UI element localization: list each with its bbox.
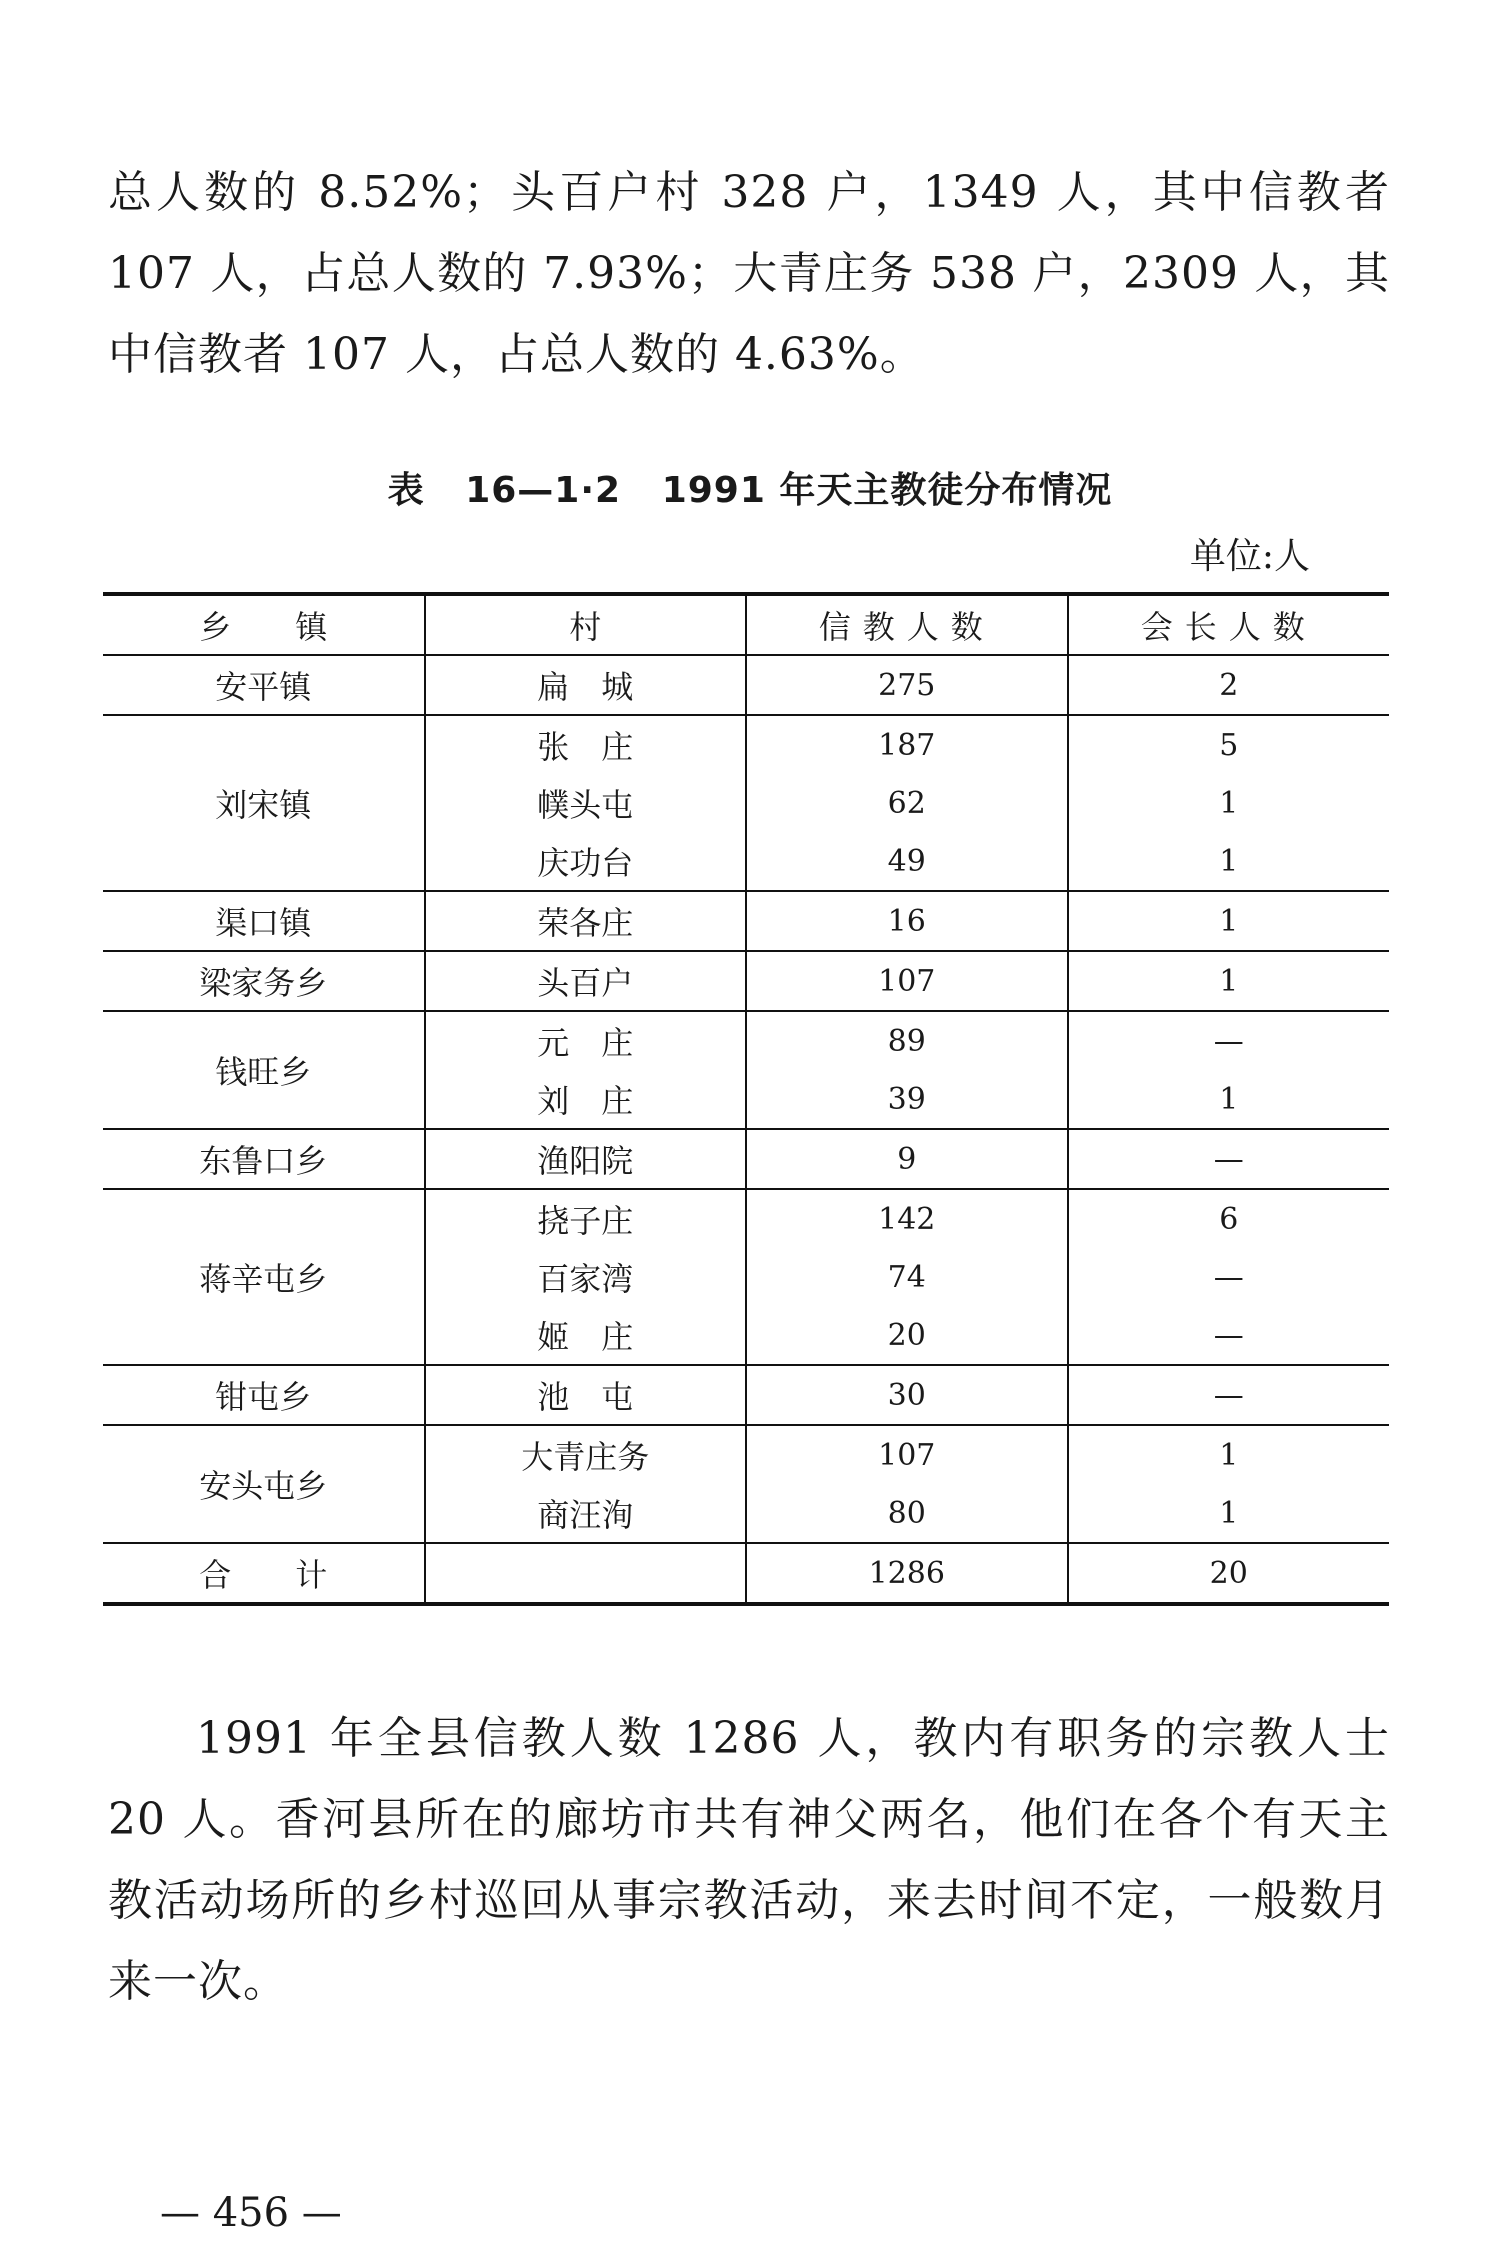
cell-leaders: — (1068, 1248, 1390, 1306)
table-body (103, 655, 1389, 1604)
cell-leaders: 5 (1068, 715, 1390, 774)
table-row (103, 655, 1389, 715)
cell-leaders: 1 (1068, 774, 1390, 832)
cell-town: 钱旺乡 (103, 1011, 425, 1129)
cell-village: 扁 城 (425, 655, 747, 715)
cell-believers: 142 (746, 1189, 1068, 1248)
table-row (103, 951, 1389, 1011)
table-row (103, 1129, 1389, 1189)
cell-leaders: 1 (1068, 1425, 1390, 1484)
cell-village: 大青庄务 (425, 1425, 747, 1484)
paragraph-bottom: 1991 年全县信教人数 1286 人，教内有职务的宗教人士 20 人。香河县所在的廊坊市共有神父两名，他们在各个有天主教活动场所的乡村巡回从事宗教活动，来去时间不定，一般数月来一次。 (108, 1713, 1390, 2007)
header-village: 村 (425, 594, 747, 655)
cell-village: 元 庄 (425, 1011, 747, 1070)
header-town: 乡 镇 (103, 594, 425, 655)
table-caption (0, 462, 1500, 513)
table-header-row (103, 594, 1389, 655)
cell-believers: 187 (746, 715, 1068, 774)
cell-village: 百家湾 (425, 1248, 747, 1306)
cell-leaders: 1 (1068, 1484, 1390, 1543)
cell-total-believers: 1286 (746, 1543, 1068, 1604)
cell-believers: 74 (746, 1248, 1068, 1306)
cell-town: 安头屯乡 (103, 1425, 425, 1543)
cell-total-label: 合 计 (103, 1543, 425, 1604)
statistics-table (103, 592, 1389, 1606)
cell-leaders: 1 (1068, 951, 1390, 1011)
cell-believers: 62 (746, 774, 1068, 832)
cell-village: 幞头屯 (425, 774, 747, 832)
cell-believers: 39 (746, 1070, 1068, 1129)
cell-leaders: — (1068, 1011, 1390, 1070)
cell-total-leaders: 20 (1068, 1543, 1390, 1604)
cell-believers: 80 (746, 1484, 1068, 1543)
cell-village: 头百户 (425, 951, 747, 1011)
cell-believers: 275 (746, 655, 1068, 715)
cell-believers: 20 (746, 1306, 1068, 1365)
page-number: — 456 — (160, 2190, 342, 2236)
cell-town: 东鲁口乡 (103, 1129, 425, 1189)
cell-believers: 107 (746, 951, 1068, 1011)
table-row (103, 1011, 1389, 1070)
table-row (103, 1189, 1389, 1248)
cell-leaders: 1 (1068, 891, 1390, 951)
cell-village: 池 屯 (425, 1365, 747, 1425)
table-row (103, 891, 1389, 951)
cell-town: 刘宋镇 (103, 715, 425, 891)
cell-leaders: 1 (1068, 1070, 1390, 1129)
cell-village: 庆功台 (425, 832, 747, 891)
header-leaders: 会长人数 (1068, 594, 1390, 655)
cell-town: 渠口镇 (103, 891, 425, 951)
table-unit: 单位:人 (1189, 536, 1310, 577)
table-total-row (103, 1543, 1389, 1604)
caption-title: 1991 年天主教徒分布情况 (661, 470, 1113, 511)
cell-town: 钳屯乡 (103, 1365, 425, 1425)
cell-village: 荣各庄 (425, 891, 747, 951)
cell-leaders: — (1068, 1365, 1390, 1425)
paragraph-top: 总人数的 8.52%；头百户村 328 户，1349 人，其中信教者 107 人，占总人数的 7.93%；大青庄务 538 户，2309 人，其中信教者 107 人，占总人数的 4.63%。 (108, 167, 1390, 380)
cell-village: 刘 庄 (425, 1070, 747, 1129)
cell-village: 张 庄 (425, 715, 747, 774)
cell-leaders: 1 (1068, 832, 1390, 891)
cell-town: 蒋辛屯乡 (103, 1189, 425, 1365)
cell-village: 渔阳院 (425, 1129, 747, 1189)
cell-believers: 30 (746, 1365, 1068, 1425)
cell-leaders: 2 (1068, 655, 1390, 715)
table-row (103, 715, 1389, 774)
caption-label: 表 (387, 470, 425, 511)
table-row (103, 1365, 1389, 1425)
header-believers: 信教人数 (746, 594, 1068, 655)
cell-village: 挠子庄 (425, 1189, 747, 1248)
cell-town: 安平镇 (103, 655, 425, 715)
cell-village: 姬 庄 (425, 1306, 747, 1365)
cell-believers: 89 (746, 1011, 1068, 1070)
table-row (103, 1425, 1389, 1484)
cell-leaders: 6 (1068, 1189, 1390, 1248)
cell-total-village (425, 1543, 747, 1604)
cell-believers: 16 (746, 891, 1068, 951)
cell-leaders: — (1068, 1129, 1390, 1189)
cell-leaders: — (1068, 1306, 1390, 1365)
cell-town: 梁家务乡 (103, 951, 425, 1011)
cell-believers: 107 (746, 1425, 1068, 1484)
cell-village: 商汪洵 (425, 1484, 747, 1543)
cell-believers: 49 (746, 832, 1068, 891)
cell-believers: 9 (746, 1129, 1068, 1189)
caption-number: 16—1·2 (465, 470, 622, 511)
